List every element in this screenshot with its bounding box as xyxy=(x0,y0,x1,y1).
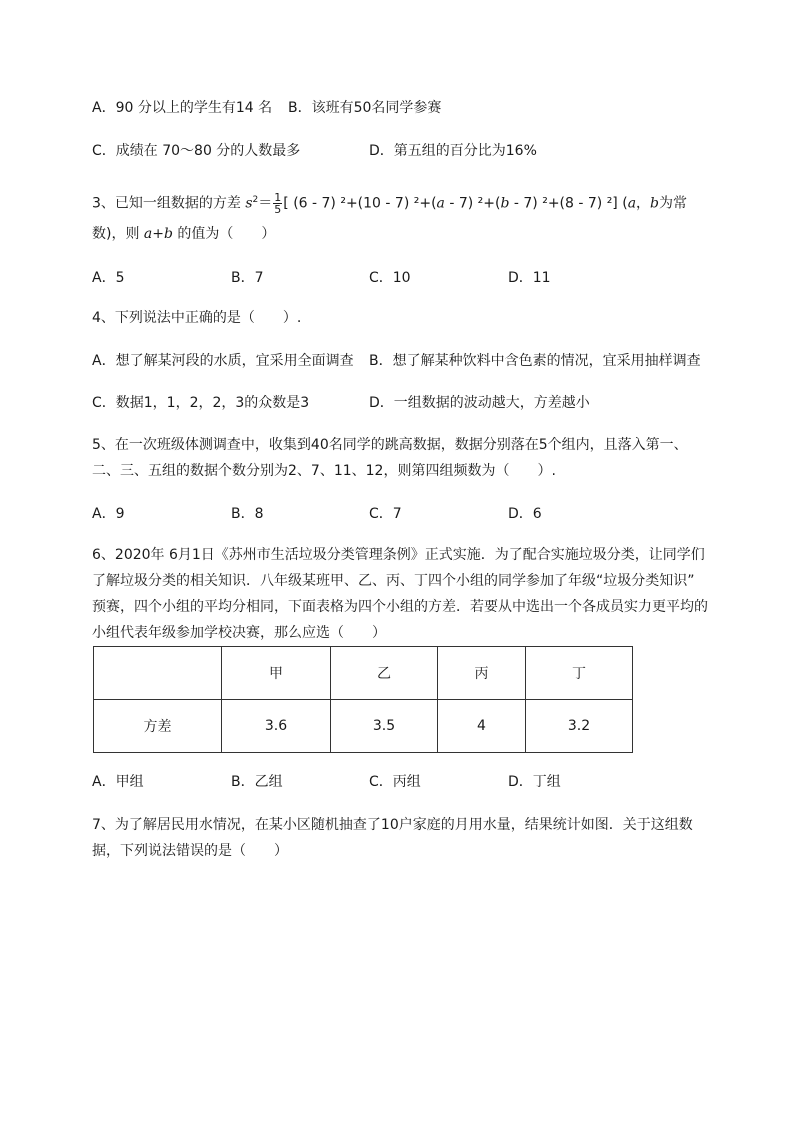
q4-stem: 4、下列说法中正确的是（ ）. xyxy=(92,310,302,326)
table-cell: 3.6 xyxy=(222,700,331,753)
fraction: $\frac{1}{5}$ xyxy=(274,191,282,217)
table-cell: 4 xyxy=(438,700,526,753)
table-header-cell: 乙 xyxy=(331,647,438,700)
q6-option-a: A．甲组 xyxy=(92,774,144,790)
q6-option-c: C．丙组 xyxy=(369,774,421,790)
table-row xyxy=(94,700,633,753)
q5-stem-line2: 二、三、五组的数据个数分别为2、7、11、12，则第四组频数为（ ）. xyxy=(92,463,556,479)
table-cell: 3.2 xyxy=(526,700,633,753)
table-header-cell xyxy=(94,647,222,700)
q6-stem-line2: 了解垃圾分类的相关知识．八年级某班甲、乙、丙、丁四个小组的同学参加了年级“垃圾分类知识” xyxy=(92,573,695,589)
q4-option-b: B．想了解某种饮料中含色素的情况，宜采用抽样调查 xyxy=(369,353,701,369)
q7-stem-line1: 7、为了解居民用水情况，在某小区随机抽查了10户家庭的月用水量，结果统计如图．关于这组数 xyxy=(92,817,693,833)
table-row-label: 方差 xyxy=(94,700,222,753)
q3-stem-line2: 数)，则 a+b 的值为（ ） xyxy=(92,226,276,242)
q2-option-a: A．90 分以上的学生有14 名 xyxy=(92,100,273,116)
variance-table xyxy=(93,646,633,753)
q4-option-d: D．一组数据的波动越大，方差越小 xyxy=(369,395,590,411)
q7-stem-line2: 据，下列说法错误的是（ ） xyxy=(92,843,288,859)
q5-option-d: D．6 xyxy=(508,506,542,522)
q2-option-b: B．该班有50名同学参赛 xyxy=(288,100,442,116)
q5-option-c: C．7 xyxy=(369,506,402,522)
q6-stem-line3: 预赛，四个小组的平均分相同，下面表格为四个小组的方差．若要从中选出一个各成员实力更平均的 xyxy=(92,599,708,615)
q3-stem-line1: 3、已知一组数据的方差 $s^2=$ $\frac{1}{5}$ [ (6 - 7) ²+(10 - 7) ²+(a - 7) ²+(b - 7) ²+(8 - 7) ²] (a，b为常 xyxy=(92,191,688,217)
table-header-row xyxy=(94,647,633,700)
q4-option-c: C．数据1，1，2，2，3的众数是3 xyxy=(92,395,310,411)
q3-option-c: C．10 xyxy=(369,270,411,286)
q2-option-c: C．成绩在 70～80 分的人数最多 xyxy=(92,143,301,159)
q6-option-d: D．丁组 xyxy=(508,774,561,790)
q6-option-b: B．乙组 xyxy=(231,774,283,790)
q3-option-d: D．11 xyxy=(508,270,551,286)
q5-option-b: B．8 xyxy=(231,506,264,522)
q3-option-a: A．5 xyxy=(92,270,125,286)
table-header-cell: 丁 xyxy=(526,647,633,700)
q5-option-a: A．9 xyxy=(92,506,125,522)
q6-stem-line1: 6、2020年 6月1日《苏州市生活垃圾分类管理条例》正式实施．为了配合实施垃圾分类，让同学们 xyxy=(92,547,705,563)
q5-stem-line1: 5、在一次班级体测调查中，收集到40名同学的跳高数据，数据分别落在5个组内，且落入第一、 xyxy=(92,437,688,453)
q2-option-d: D．第五组的百分比为16% xyxy=(369,143,537,159)
q4-option-a: A．想了解某河段的水质，宜采用全面调查 xyxy=(92,353,354,369)
table-cell: 3.5 xyxy=(331,700,438,753)
table-header-cell: 丙 xyxy=(438,647,526,700)
q3-option-b: B．7 xyxy=(231,270,264,286)
table-header-cell: 甲 xyxy=(222,647,331,700)
q6-stem-line4: 小组代表年级参加学校决赛，那么应选（ ） xyxy=(92,625,386,641)
